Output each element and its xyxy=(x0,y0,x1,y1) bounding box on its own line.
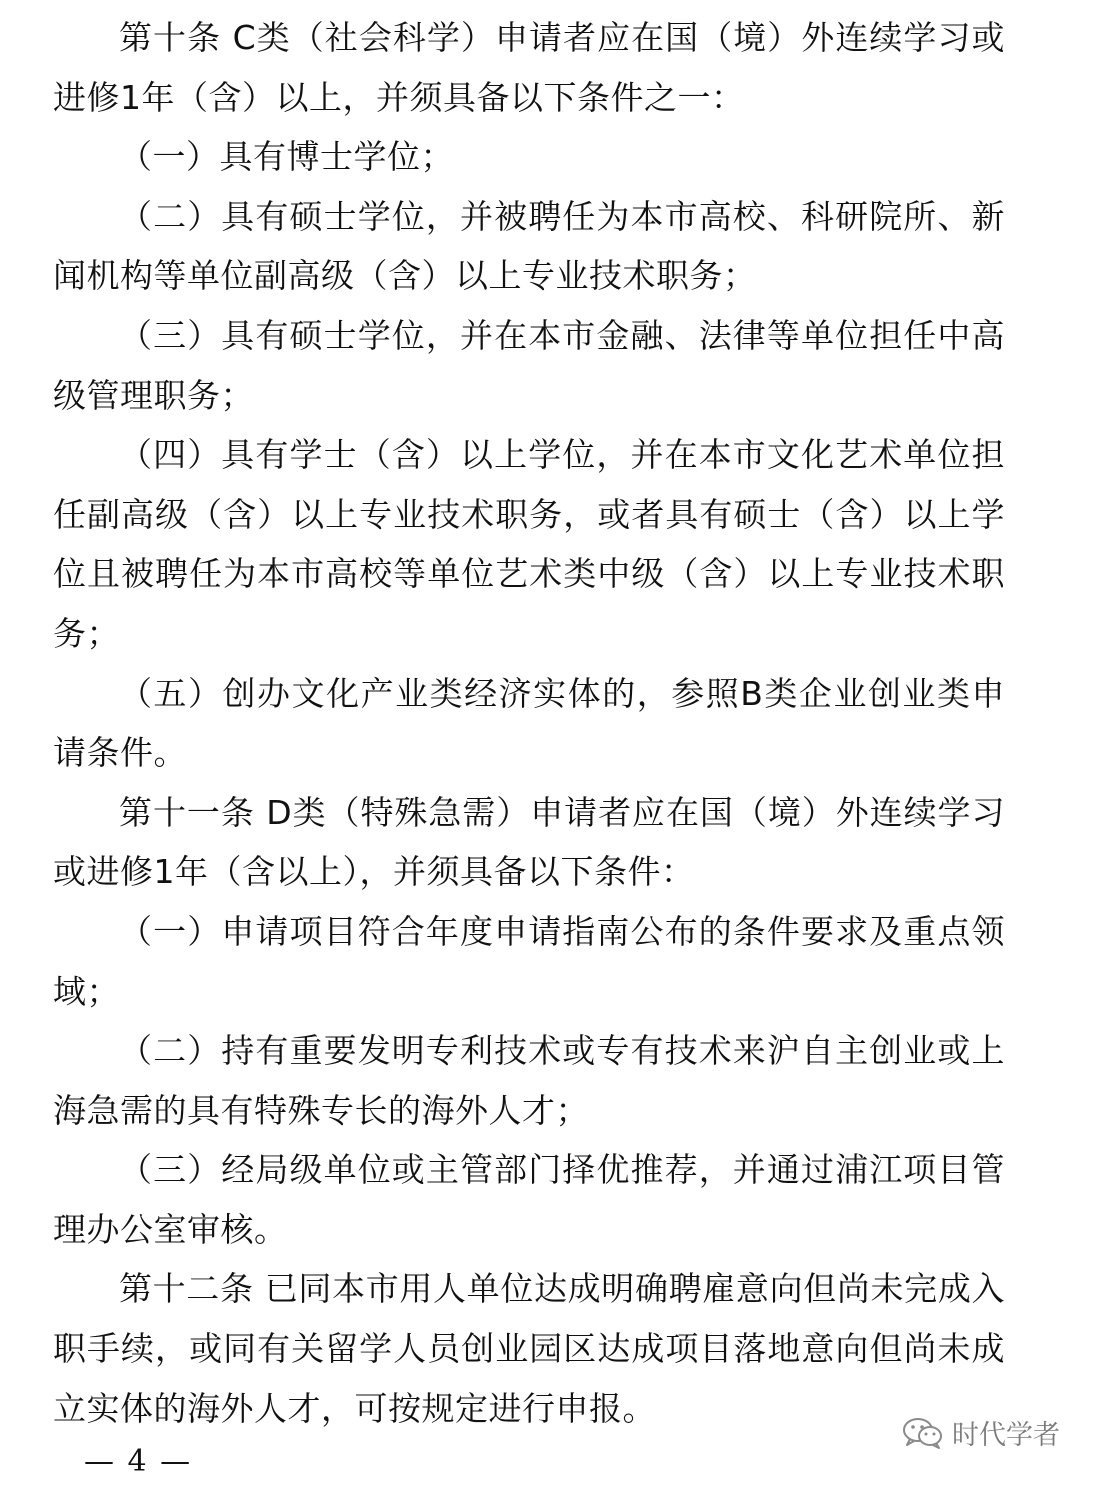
article-12: 第十二条 已同本市用人单位达成明确聘雇意向但尚未完成入职手续，或同有关留学人员创业园区达成项目落地意向但尚未成立实体的海外人才，可按规定进行申报。 xyxy=(53,1269,1005,1428)
article-11: 第十一条 D类（特殊急需）申请者应在国（境）外连续学习或进修1年（含以上），并须具备以下条件： xyxy=(53,792,1005,892)
document-body xyxy=(53,8,1005,1438)
article-11-item-2: （二）持有重要发明专利技术或专有技术来沪自主创业或上海急需的具有特殊专长的海外人才； xyxy=(53,1031,1005,1130)
article-11-item-3: （三）经局级单位或主管部门择优推荐，并通过浦江项目管理办公室审核。 xyxy=(53,1150,1005,1249)
article-10-item-2: （二）具有硕士学位，并被聘任为本市高校、科研院所、新闻机构等单位副高级（含）以上专业技术职务； xyxy=(53,196,1005,296)
article-10-item-5: （五）创办文化产业类经济实体的，参照B类企业创业类申请条件。 xyxy=(53,673,1005,773)
article-11-item-1: （一）申请项目符合年度申请指南公布的条件要求及重点领域； xyxy=(53,911,1005,1011)
watermark xyxy=(902,1413,1060,1452)
article-10: 第十条 C类（社会科学）申请者应在国（境）外连续学习或进修1年（含）以上，并须具备以下条件之一： xyxy=(53,18,1005,117)
article-10-item-1: （一）具有博士学位； xyxy=(119,137,454,177)
wechat-icon xyxy=(902,1416,944,1450)
watermark-text: 时代学者 xyxy=(952,1420,1060,1451)
article-10-item-4: （四）具有学士（含）以上学位，并在本市文化艺术单位担任副高级（含）以上专业技术职务，或者具有硕士（含）以上学位且被聘任为本市高校等单位艺术类中级（含）以上专业技术职务； xyxy=(53,435,1005,653)
page-number: — 4 — xyxy=(84,1444,193,1479)
article-10-item-3: （三）具有硕士学位，并在本市金融、法律等单位担任中高级管理职务； xyxy=(53,315,1005,415)
